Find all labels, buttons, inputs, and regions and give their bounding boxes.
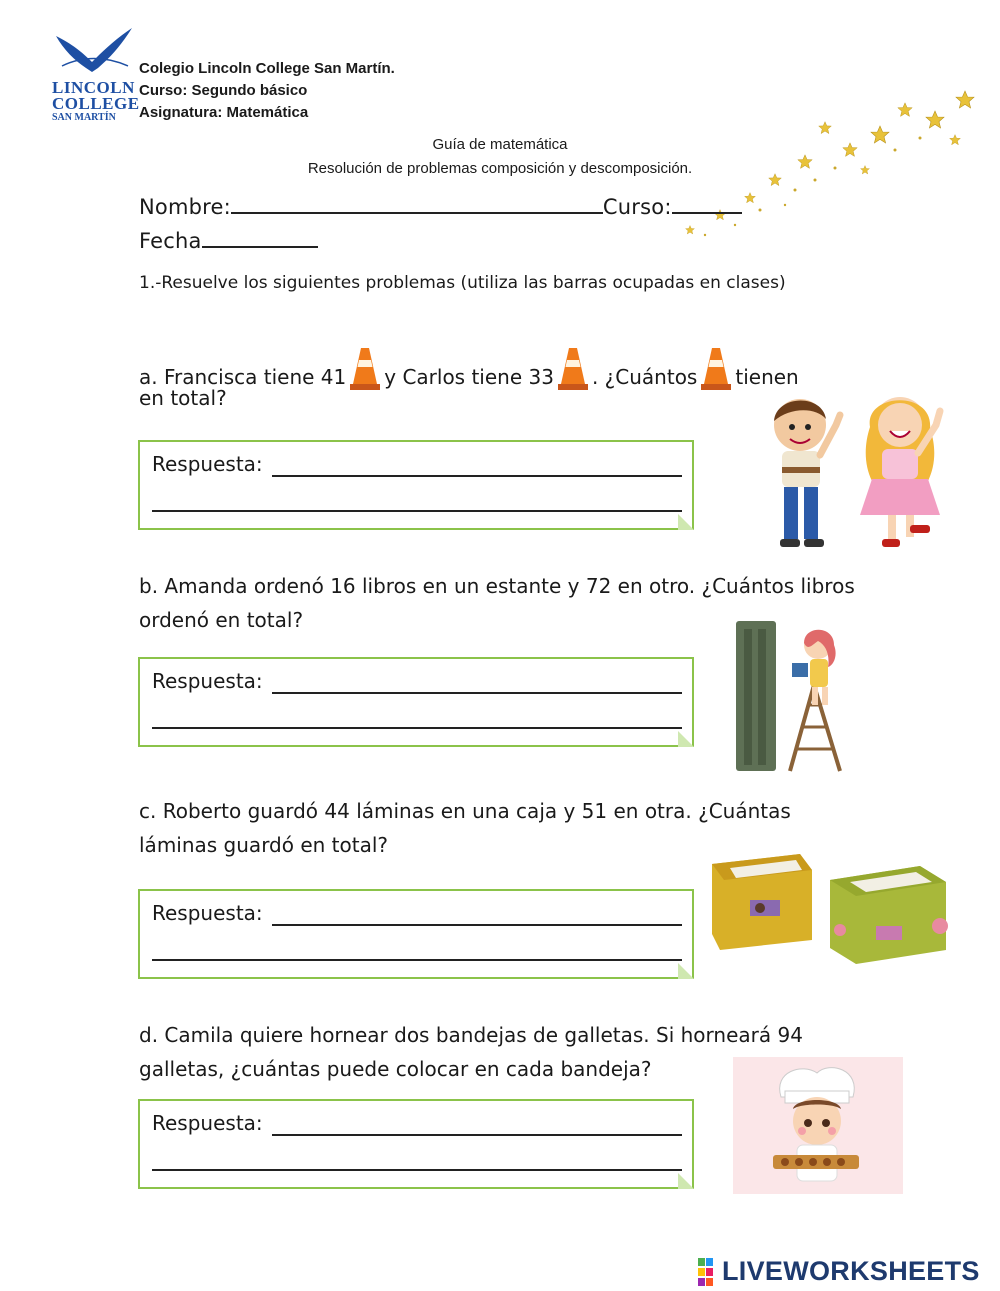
fecha-input[interactable] <box>202 226 318 248</box>
fecha-label: Fecha <box>139 229 202 253</box>
answer-line[interactable] <box>272 1134 682 1136</box>
question-a-part4: tienen <box>735 365 799 389</box>
answer-label: Respuesta: <box>152 901 263 925</box>
answer-line[interactable] <box>272 692 682 694</box>
answer-box-d[interactable] <box>138 1099 694 1189</box>
kids-illustration <box>760 385 960 555</box>
logo-text-line1: LINCOLN <box>52 78 135 97</box>
page-curl <box>678 514 694 530</box>
answer-label: Respuesta: <box>152 669 263 693</box>
eagle-icon <box>52 26 136 76</box>
nombre-input[interactable] <box>231 192 603 214</box>
answer-line[interactable] <box>152 727 682 729</box>
subject-info: Asignatura: Matemática <box>139 104 309 121</box>
nombre-label: Nombre: <box>139 195 231 219</box>
baker-girl-illustration <box>733 1057 903 1194</box>
answer-line[interactable] <box>152 1169 682 1171</box>
curso-input[interactable] <box>672 192 742 214</box>
worksheet-title: Guía de matemática <box>432 136 568 153</box>
question-d: d. Camila quiere hornear dos bandejas de galletas. Si horneará 94 galletas, ¿cuántas puede colocar en cada bandeja? <box>139 1023 803 1081</box>
worksheet-subtitle: Resolución de problemas composición y descomposición. <box>307 160 693 177</box>
answer-line[interactable] <box>152 959 682 961</box>
question-a-part2: y Carlos tiene 33 <box>384 365 554 389</box>
footer-brand-text: LIVEWORKSHEETS <box>722 1256 980 1286</box>
answer-label: Respuesta: <box>152 452 263 476</box>
answer-label: Respuesta: <box>152 1111 263 1135</box>
answer-line[interactable] <box>272 475 682 477</box>
question-a-part1: a. Francisca tiene 41 <box>139 365 347 389</box>
question-a-part5: en total? <box>139 386 227 410</box>
page-curl <box>678 963 694 979</box>
answer-box-c[interactable] <box>138 889 694 979</box>
question-b: b. Amanda ordenó 16 libros en un estante y 72 en otro. ¿Cuántos libros ordenó en total? <box>139 574 855 632</box>
page-curl <box>678 1173 694 1189</box>
answer-line[interactable] <box>272 924 682 926</box>
page-curl <box>678 731 694 747</box>
logo-text-line2: COLLEGE <box>52 94 140 113</box>
bookshelf-girl-illustration <box>730 615 860 775</box>
boxes-illustration <box>700 830 955 970</box>
answer-box-a[interactable] <box>138 440 694 530</box>
course-info: Curso: Segundo básico <box>139 82 308 99</box>
logo-text-line3: SAN MARTÍN <box>52 112 116 123</box>
instruction: 1.-Resuelve los siguientes problemas (utiliza las barras ocupadas en clases) <box>139 273 786 293</box>
answer-box-b[interactable] <box>138 657 694 747</box>
question-c: c. Roberto guardó 44 láminas en una caja y 51 en otra. ¿Cuántas láminas guardó en total? <box>139 799 791 857</box>
question-a-part3: . ¿Cuántos <box>591 365 698 389</box>
liveworksheets-logo-icon <box>698 1258 722 1286</box>
answer-line[interactable] <box>152 510 682 512</box>
curso-label: Curso: <box>602 195 672 219</box>
footer-brand <box>698 1256 980 1287</box>
school-name: Colegio Lincoln College San Martín. <box>139 60 395 77</box>
school-logo <box>52 26 140 123</box>
